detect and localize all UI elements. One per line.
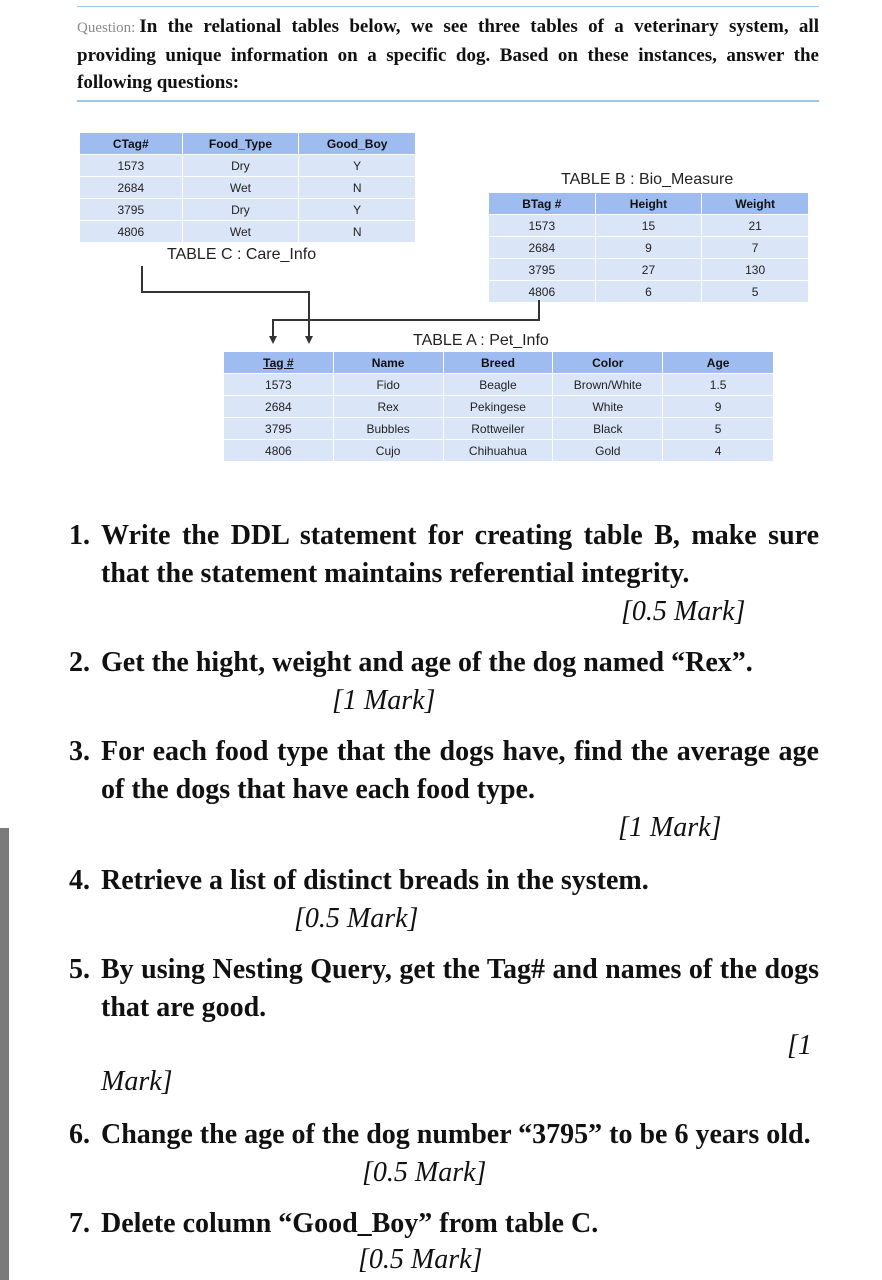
- question-text: Write the DDL statement for creating table B, make sure that the statement maintains referential integrity.: [101, 520, 819, 589]
- question-1: [69, 517, 819, 637]
- table-row: [489, 237, 809, 259]
- table-row: [80, 177, 416, 199]
- table-cell: 2684: [80, 177, 183, 199]
- table-cell: 2684: [224, 396, 334, 418]
- table-row: [80, 155, 416, 177]
- question-mark: [0.5 Mark]: [294, 903, 419, 934]
- table-b-caption: TABLE B : Bio_Measure: [561, 171, 734, 188]
- table-cell: 1573: [489, 215, 596, 237]
- table-cell: 9: [595, 237, 702, 259]
- column-header: Color: [553, 352, 663, 374]
- table-b-bio-measure: [488, 192, 809, 303]
- question-7: [69, 1205, 819, 1280]
- table-cell: 4806: [489, 281, 596, 303]
- table-cell: Chihuahua: [443, 440, 553, 462]
- table-cell: 2684: [489, 237, 596, 259]
- table-row: [80, 199, 416, 221]
- table-cell: Beagle: [443, 374, 553, 396]
- question-number: 5.: [69, 954, 90, 985]
- table-cell: Wet: [182, 177, 299, 199]
- table-cell: 6: [595, 281, 702, 303]
- column-header: Tag #: [224, 352, 334, 374]
- column-header: Breed: [443, 352, 553, 374]
- table-c-care-info: [79, 132, 416, 243]
- column-header: Height: [595, 193, 702, 215]
- table-a-pet-info: [223, 351, 774, 462]
- table-cell: Cujo: [333, 440, 443, 462]
- question-mark: [0.5 Mark]: [362, 1157, 487, 1188]
- question-mark: [0.5 Mark]: [621, 596, 746, 627]
- question-mark: [1 Mark]: [332, 685, 436, 716]
- question-number: 3.: [69, 736, 90, 767]
- table-cell: 1.5: [663, 374, 774, 396]
- table-cell: Dry: [182, 199, 299, 221]
- table-cell: Rex: [333, 396, 443, 418]
- table-cell: Y: [299, 199, 416, 221]
- table-cell: Brown/White: [553, 374, 663, 396]
- question-text: Change the age of the dog number “3795” to be 6 years old.: [101, 1119, 811, 1150]
- table-header-row: [489, 193, 809, 215]
- table-cell: Gold: [553, 440, 663, 462]
- table-c-caption: TABLE C : Care_Info: [167, 246, 317, 263]
- table-row: [489, 215, 809, 237]
- table-cell: 1573: [224, 374, 334, 396]
- question-mark: [0.5 Mark]: [358, 1244, 483, 1275]
- question-4: [69, 862, 819, 942]
- question-mark: [1 Mark]: [618, 812, 722, 843]
- table-cell: Bubbles: [333, 418, 443, 440]
- question-2: [69, 644, 819, 724]
- table-cell: 3795: [80, 199, 183, 221]
- question-intro-text: In the relational tables below, we see three tables of a veterinary system, all providing unique information on a specific dog. Based on these instances, answer the following questions:: [77, 16, 819, 93]
- table-header-row: [80, 133, 416, 155]
- table-row: [224, 396, 774, 418]
- table-cell: 5: [702, 281, 809, 303]
- question-text: By using Nesting Query, get the Tag# and names of the dogs that are good.: [101, 954, 819, 1023]
- table-row: [80, 221, 416, 243]
- column-header: BTag #: [489, 193, 596, 215]
- table-cell: 27: [595, 259, 702, 281]
- table-cell: Y: [299, 155, 416, 177]
- table-cell: 15: [595, 215, 702, 237]
- question-number: 6.: [69, 1119, 90, 1150]
- table-row: [224, 374, 774, 396]
- table-cell: 9: [663, 396, 774, 418]
- question-mark-start: [1: [787, 1030, 812, 1061]
- table-cell: Fido: [333, 374, 443, 396]
- table-header-row: [224, 352, 774, 374]
- table-cell: N: [299, 221, 416, 243]
- table-cell: Wet: [182, 221, 299, 243]
- question-number: 4.: [69, 865, 90, 896]
- question-intro: [77, 13, 819, 96]
- column-header: Weight: [702, 193, 809, 215]
- table-row: [489, 259, 809, 281]
- table-cell: 4806: [224, 440, 334, 462]
- table-cell: Dry: [182, 155, 299, 177]
- table-cell: 21: [702, 215, 809, 237]
- table-cell: Rottweiler: [443, 418, 553, 440]
- table-cell: 4: [663, 440, 774, 462]
- table-cell: N: [299, 177, 416, 199]
- column-header: Good_Boy: [299, 133, 416, 155]
- question-3: [69, 733, 819, 853]
- question-label: Question:: [77, 20, 136, 36]
- column-header: Name: [333, 352, 443, 374]
- table-cell: 4806: [80, 221, 183, 243]
- table-cell: 1573: [80, 155, 183, 177]
- table-cell: 5: [663, 418, 774, 440]
- table-cell: 7: [702, 237, 809, 259]
- table-cell: 130: [702, 259, 809, 281]
- table-cell: 3795: [224, 418, 334, 440]
- question-number: 7.: [69, 1208, 90, 1239]
- question-header: [77, 6, 819, 102]
- table-cell: White: [553, 396, 663, 418]
- question-number: 2.: [69, 647, 90, 678]
- question-text: Get the hight, weight and age of the dog named “Rex”.: [101, 647, 753, 678]
- question-5: [69, 951, 819, 1101]
- question-number: 1.: [69, 520, 90, 551]
- question-mark-end: Mark]: [101, 1066, 173, 1097]
- column-header: CTag#: [80, 133, 183, 155]
- table-row: [224, 418, 774, 440]
- table-cell: 3795: [489, 259, 596, 281]
- table-row: [224, 440, 774, 462]
- table-row: [489, 281, 809, 303]
- scroll-indicator-bar: [0, 828, 9, 1280]
- column-header: Age: [663, 352, 774, 374]
- question-6: [69, 1116, 819, 1196]
- table-cell: Pekingese: [443, 396, 553, 418]
- question-text: Delete column “Good_Boy” from table C.: [101, 1208, 599, 1239]
- table-a-caption: TABLE A : Pet_Info: [413, 332, 549, 349]
- question-text: For each food type that the dogs have, find the average age of the dogs that have each food type.: [101, 736, 819, 805]
- column-header: Food_Type: [182, 133, 299, 155]
- question-text: Retrieve a list of distinct breads in the system.: [101, 865, 649, 896]
- table-cell: Black: [553, 418, 663, 440]
